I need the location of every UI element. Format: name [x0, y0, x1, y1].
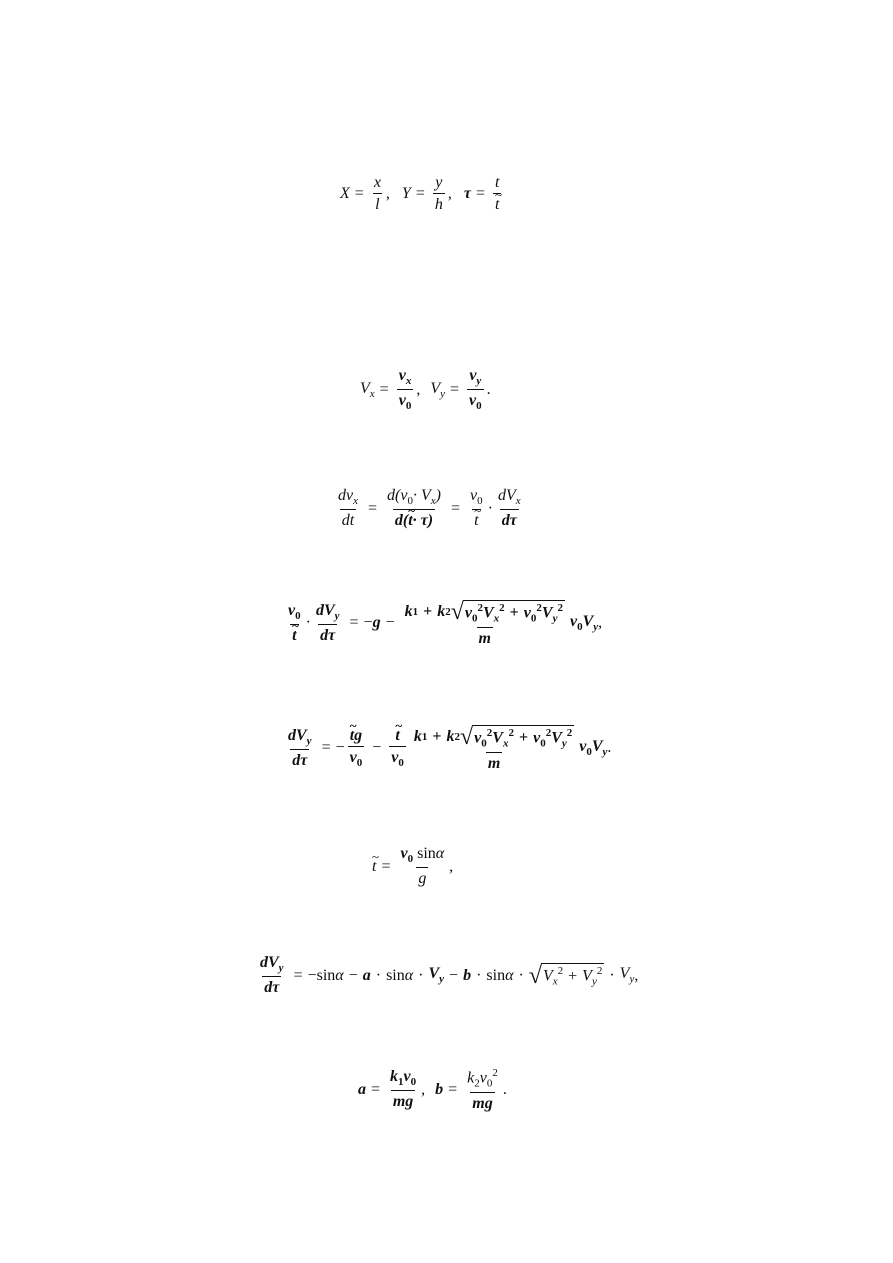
- denominator: h: [433, 193, 445, 213]
- numerator: x: [373, 174, 381, 191]
- sub-x: x: [405, 375, 412, 388]
- sup-2: 2: [492, 1067, 498, 1079]
- v: v: [469, 367, 477, 384]
- t-tilde: ~ t: [350, 728, 354, 744]
- square-root: [451, 600, 565, 625]
- symbol-tau: τ: [463, 185, 471, 202]
- equation-coefficients: [358, 1068, 507, 1112]
- equals: =: [415, 185, 425, 202]
- equation-derivative-transform: [333, 488, 526, 529]
- sub-x: x: [353, 495, 358, 508]
- denominator: l: [373, 193, 381, 213]
- equals: =: [368, 499, 378, 517]
- symbol-a: a: [362, 966, 371, 984]
- alpha: α: [435, 845, 445, 862]
- plus: +: [432, 728, 442, 746]
- comma: ,: [421, 1080, 426, 1098]
- sup-2: 2: [536, 602, 542, 614]
- numerator: [398, 846, 446, 867]
- minus: −: [335, 739, 345, 757]
- V: V: [619, 965, 630, 982]
- symbol-b: b: [463, 966, 472, 984]
- sin: sin: [417, 845, 436, 862]
- fraction-d-v0-Vx: [385, 488, 443, 529]
- equals: =: [475, 185, 485, 202]
- dV: dV: [288, 726, 307, 744]
- comma: ,: [385, 185, 390, 202]
- sub-y: y: [334, 609, 340, 622]
- minus: −: [348, 966, 358, 984]
- v: v: [288, 601, 296, 619]
- equals: =: [381, 857, 391, 875]
- comma: ,: [598, 614, 603, 632]
- numerator: [397, 368, 414, 389]
- denominator: [493, 193, 501, 213]
- fraction-y-over-h: [433, 175, 445, 213]
- period: .: [486, 381, 491, 399]
- g: g: [354, 726, 363, 744]
- sub-0: 0: [586, 745, 592, 758]
- symbol-Vx: [360, 381, 375, 400]
- denominator: [467, 389, 484, 412]
- sub-2: 2: [454, 730, 460, 743]
- equals: =: [448, 1080, 458, 1098]
- sub-2: 2: [445, 605, 451, 618]
- v: v: [398, 392, 406, 410]
- sub-2: 2: [474, 1077, 480, 1090]
- symbol-Vy: [620, 966, 635, 985]
- v: v: [579, 737, 587, 755]
- sub-y: y: [593, 620, 599, 633]
- plus: +: [568, 967, 578, 985]
- denominator: [348, 746, 365, 769]
- radicand: [541, 963, 604, 988]
- dot: ·: [418, 966, 424, 984]
- dV: dV: [260, 954, 279, 971]
- symbol-X: X: [340, 185, 350, 202]
- numerator: [286, 728, 314, 749]
- minus: −: [363, 614, 373, 632]
- k: k: [404, 603, 413, 621]
- dot: ·: [476, 966, 482, 984]
- fraction-vx-over-v0: [397, 368, 414, 412]
- k: k: [446, 728, 455, 746]
- sup-2: 2: [477, 602, 483, 614]
- sub-1: 1: [412, 605, 419, 618]
- fraction-dVy-dtau: [286, 728, 314, 769]
- k: k: [437, 603, 446, 621]
- sub-0: 0: [476, 400, 482, 413]
- equals: =: [349, 614, 359, 632]
- numerator: [496, 488, 523, 509]
- sub-y: y: [476, 375, 482, 388]
- dot-V: · V: [412, 487, 431, 504]
- sub-y: y: [439, 973, 445, 986]
- sup-2: 2: [508, 727, 514, 739]
- plus: +: [423, 603, 433, 621]
- sub-0: 0: [477, 495, 483, 508]
- comma: ,: [449, 857, 454, 875]
- denominator: mg: [470, 1092, 494, 1112]
- denominator: [397, 389, 414, 412]
- numerator: [403, 600, 567, 627]
- dv: dv: [338, 487, 354, 504]
- dot: ·: [518, 966, 524, 984]
- symbol-Y: Y: [401, 185, 411, 202]
- fraction-drag-term: [403, 600, 567, 647]
- sub-x: x: [493, 612, 500, 625]
- t-tilde: ~ t: [474, 513, 478, 529]
- equals: =: [450, 499, 460, 517]
- fraction-k1v0-over-mg: [388, 1069, 418, 1110]
- fraction-t-over-v0: [389, 728, 406, 769]
- sup-2: 2: [566, 727, 573, 739]
- v: v: [403, 1068, 411, 1086]
- fraction-dVy-dtau: [314, 603, 342, 644]
- V: V: [430, 379, 441, 397]
- sub-x: x: [430, 495, 436, 508]
- period: .: [502, 1080, 507, 1098]
- v: v: [533, 729, 541, 747]
- symbol-Vy: [428, 966, 444, 985]
- equals: =: [371, 1080, 381, 1098]
- minus: −: [385, 614, 395, 632]
- equation-dimensionless-velocities: [360, 368, 491, 412]
- square-root: [460, 725, 574, 750]
- denominator: dτ: [290, 749, 309, 769]
- denominator: mg: [391, 1090, 415, 1110]
- numerator: [314, 603, 342, 624]
- comma: ,: [634, 966, 639, 984]
- denominator: [472, 509, 480, 529]
- numerator: [465, 1068, 500, 1092]
- equation-time-scale: [372, 846, 453, 887]
- numerator: [412, 725, 576, 752]
- minus: −: [372, 739, 382, 757]
- dot: ·: [305, 614, 311, 632]
- sub-0: 0: [356, 756, 363, 769]
- k: k: [413, 728, 422, 746]
- V: V: [428, 965, 440, 982]
- sin: sin: [486, 966, 506, 984]
- t-tilde: ~ t: [408, 513, 412, 529]
- sub-0: 0: [398, 756, 404, 769]
- fraction-vy-over-v0: [467, 368, 484, 412]
- sup-2: 2: [499, 602, 505, 614]
- square-root: [529, 963, 605, 988]
- comma: ,: [416, 381, 421, 399]
- fraction-t-over-t-tilde: [493, 175, 501, 213]
- v: v: [569, 612, 578, 630]
- fraction-drag-term: [412, 725, 576, 772]
- v: v: [398, 367, 406, 384]
- d-v: d(v: [387, 487, 408, 504]
- sub-y: y: [602, 745, 608, 758]
- dot: ·: [375, 966, 382, 984]
- period: .: [607, 739, 612, 757]
- denominator: [290, 624, 298, 644]
- fraction-v0-sin-alpha-over-g: [398, 846, 446, 887]
- sub-y: y: [306, 734, 312, 747]
- fraction-x-over-l: [372, 175, 383, 213]
- symbol-g: g: [372, 614, 381, 632]
- fraction-v0-over-t-tilde: [286, 603, 303, 644]
- sub-0: 0: [410, 1076, 417, 1089]
- numerator: [467, 368, 483, 389]
- sub-y: y: [552, 612, 558, 625]
- minus: −: [449, 966, 459, 984]
- sub-y: y: [591, 975, 597, 988]
- denominator: dτ: [262, 976, 281, 996]
- sub-0: 0: [405, 400, 412, 413]
- denominator: g: [416, 867, 428, 887]
- k: k: [390, 1068, 399, 1086]
- sub-x: x: [552, 975, 558, 988]
- fraction-dVx-dtau: [496, 488, 523, 529]
- term-v0-Vy: $v_0V_y$: [569, 612, 599, 633]
- alpha: α: [335, 966, 344, 984]
- alpha: α: [404, 966, 414, 984]
- alpha: α: [505, 966, 514, 984]
- equation-dimensionless-variables: [340, 175, 504, 213]
- numerator: t: [495, 174, 500, 191]
- fraction-dVy-dtau: [258, 955, 286, 996]
- sin: sin: [316, 966, 336, 984]
- d-paren: d(: [394, 512, 409, 530]
- v: v: [479, 1069, 487, 1087]
- sub-y: y: [561, 737, 567, 750]
- sub-1: 1: [421, 730, 428, 743]
- v: v: [470, 487, 478, 504]
- numerator: [336, 488, 360, 509]
- sub-y: y: [629, 973, 635, 986]
- numerator: [258, 955, 286, 976]
- sin: sin: [386, 966, 405, 984]
- sup-2: 2: [545, 727, 552, 739]
- fraction-k2v0sq-over-mg: [465, 1068, 500, 1112]
- symbol-b: b: [435, 1080, 444, 1098]
- v: v: [469, 392, 477, 410]
- numerator: y: [435, 174, 443, 191]
- plus: +: [509, 604, 519, 622]
- equation-motion-y-normalized: [283, 725, 611, 772]
- dV: dV: [497, 487, 516, 504]
- sub-0: 0: [295, 609, 301, 622]
- v: v: [474, 729, 482, 747]
- V: V: [582, 967, 592, 985]
- v: v: [400, 845, 408, 862]
- sub-0: 0: [472, 612, 478, 625]
- sub-0: 0: [407, 853, 414, 866]
- sup-2: 2: [557, 965, 564, 978]
- dot-tau: · τ): [412, 512, 434, 530]
- radical-sign: √: [450, 599, 464, 626]
- paren: ): [435, 487, 441, 504]
- comma: ,: [447, 185, 452, 202]
- sub-0: 0: [481, 737, 487, 750]
- sub-0: 0: [540, 737, 546, 750]
- denominator: dt: [340, 509, 356, 529]
- sub-0: 0: [407, 495, 413, 508]
- k: k: [467, 1069, 475, 1087]
- denominator: [393, 509, 435, 529]
- V: V: [360, 379, 370, 397]
- radicand: $v_0^2V_x^2 + v_0^2V_y^2$: [464, 602, 563, 625]
- dV: dV: [315, 601, 335, 619]
- fraction-t-g-over-v0: [348, 728, 365, 769]
- sub-0: 0: [530, 612, 537, 625]
- equals: =: [321, 739, 331, 757]
- symbol-a: a: [358, 1080, 366, 1098]
- numerator: [388, 1069, 418, 1090]
- V: V: [542, 967, 553, 985]
- minus: −: [307, 966, 317, 984]
- equals: =: [379, 381, 389, 399]
- equation-final-y: [255, 955, 638, 996]
- denominator: m: [477, 627, 493, 647]
- sup-2: 2: [557, 602, 563, 614]
- equation-motion-y-scaled: [283, 600, 602, 647]
- sup-2: 2: [486, 727, 493, 739]
- denominator: dτ: [500, 509, 519, 529]
- sub-0: 0: [577, 620, 583, 633]
- v: v: [464, 604, 472, 622]
- dot: ·: [487, 499, 493, 517]
- symbol-Vy: [430, 381, 445, 400]
- t-tilde: ~ t: [395, 728, 399, 744]
- denominator: dτ: [318, 624, 337, 644]
- denominator: [389, 746, 406, 769]
- radical-sign: √: [528, 962, 542, 989]
- sub-1: 1: [398, 1076, 404, 1089]
- fraction-v0-over-t-tilde: [468, 488, 485, 529]
- t-tilde: ~ t: [495, 197, 499, 213]
- sub-x: x: [502, 737, 509, 750]
- t-tilde: ~ t: [372, 859, 376, 875]
- v: v: [523, 604, 531, 622]
- equals: =: [293, 966, 303, 984]
- numerator: [348, 728, 364, 746]
- radicand: $v_0^2V_x^2 + v_0^2V_y^2$: [474, 727, 573, 750]
- sub-x: x: [369, 387, 375, 400]
- v: v: [391, 748, 399, 766]
- term-v0-Vy: $v_0V_y$: [579, 737, 608, 758]
- sub-0: 0: [486, 1077, 493, 1090]
- dot: ·: [609, 966, 615, 984]
- radical-sign: √: [460, 724, 474, 751]
- sub-y: y: [440, 387, 445, 400]
- equals: =: [449, 381, 460, 399]
- sub-x: x: [515, 495, 521, 508]
- plus: +: [518, 729, 529, 747]
- numerator: [393, 728, 401, 746]
- fraction-dvx-dt: [336, 488, 360, 529]
- sup-2: 2: [596, 965, 603, 978]
- v: v: [349, 748, 357, 766]
- sub-y: y: [278, 962, 284, 975]
- equals: =: [354, 185, 364, 202]
- denominator: m: [486, 752, 502, 772]
- t-tilde: ~ t: [292, 628, 296, 644]
